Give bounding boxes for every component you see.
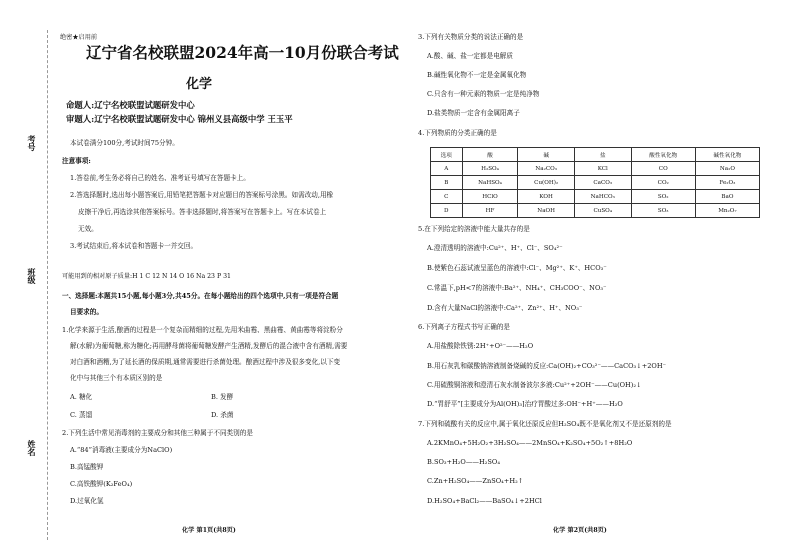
table-row — [431, 176, 760, 190]
exam-title: 辽宁省名校联盟2024年高一10月份联合考试 — [86, 43, 399, 62]
question-5-option-c: C.常温下,pH<7的溶液中:Ba²⁺、NH₄⁺、CH₃COO⁻、NO₃⁻ — [427, 284, 607, 292]
note-line: 3.考试结束后,将本试卷和答题卡一并交回。 — [70, 242, 198, 250]
question-1-option-c: C. 蒸馏 — [70, 411, 93, 419]
table-cell: B — [431, 176, 463, 190]
question-2-option-a: A.“84”消毒液(主要成分为NaClO) — [70, 446, 173, 454]
table-cell: H₂SO₄ — [462, 162, 518, 176]
table-cell: Na₂CO₃ — [518, 162, 574, 176]
table-cell: KOH — [518, 190, 574, 204]
section-one-heading: 一、选择题:本题共15小题,每小题3分,共45分。在每小题给出的四个选项中,只有一项是符合题 — [62, 292, 339, 300]
table-cell: C — [431, 190, 463, 204]
table-cell: NaOH — [518, 204, 574, 218]
table-row — [431, 190, 760, 204]
secret-mark: 绝密★启用前 — [60, 34, 98, 41]
note-line: 1.答卷前,考生务必将自己的姓名、准考证号填写在答题卡上。 — [70, 174, 250, 182]
question-6-option-c: C.用硫酸铜溶液和澄清石灰水制备波尔多液:Cu²⁺+2OH⁻——Cu(OH)₂↓ — [427, 381, 642, 389]
table-cell: CO — [631, 162, 695, 176]
question-2-option-c: C.高铁酸钾(K₂FeO₄) — [70, 480, 133, 488]
table-header-cell: 酸 — [462, 148, 518, 162]
table-cell: BaO — [695, 190, 759, 204]
side-label-exam-number: 考号 — [27, 135, 37, 151]
atomic-masses: 可能用到的相对原子质量:H 1 C 12 N 14 O 16 Na 23 P 31 — [62, 273, 231, 280]
exam-info: 本试卷满分100分,考试时间75分钟。 — [70, 139, 179, 147]
table-cell: HClO — [462, 190, 518, 204]
subject-title: 化学 — [186, 77, 213, 92]
question-2-option-d: D.过氧化氢 — [70, 497, 104, 505]
question-6-option-d: D.“胃舒平”[主要成分为Al(OH)₃]治疗胃酸过多:OH⁻+H⁺——H₂O — [427, 400, 623, 408]
page-footer-right: 化学 第2页(共8页) — [553, 527, 607, 534]
question-3-text: 3.下列有关物质分类的说法正确的是 — [418, 33, 524, 41]
question-3-option-c: C.只含有一种元素的物质一定是纯净物 — [427, 90, 540, 98]
table-cell: NaHCO₃ — [574, 190, 631, 204]
question-1-option-d: D. 杀菌 — [211, 411, 234, 419]
question-5-option-b: B.使紫色石蕊试液呈蓝色的溶液中:Cl⁻、Mg²⁺、K⁺、HCO₃⁻ — [427, 264, 607, 272]
question-5-text: 5.在下列给定的溶液中能大量共存的是 — [418, 225, 530, 233]
question-7-option-b: B.SO₃+H₂O——H₂SO₄ — [427, 458, 500, 466]
question-2-option-b: B.高锰酸钾 — [70, 463, 104, 471]
question-6-text: 6.下列离子方程式书写正确的是 — [418, 323, 511, 331]
table-cell: CuSO₄ — [574, 204, 631, 218]
question-7-option-a: A.2KMnO₄+5H₂O₂+3H₂SO₄——2MnSO₄+K₂SO₄+5O₂↑+8H₂O — [427, 439, 633, 447]
question-1-option-a: A. 糖化 — [70, 393, 93, 401]
table-header-cell: 碱性氧化物 — [695, 148, 759, 162]
table-row — [431, 162, 760, 176]
question-3-option-a: A.酸、碱、盐一定都是电解质 — [427, 52, 513, 60]
question-7-option-d: D.H₂SO₄+BaCl₂——BaSO₄↓+2HCl — [427, 497, 542, 505]
question-1-option-b: B. 发酵 — [211, 393, 234, 401]
note-line: 2.答选择题时,选出每小题答案后,用铅笔把答题卡对应题目的答案标号涂黑。如需改动,用橡 — [70, 191, 334, 199]
note-line: 皮擦干净后,再选涂其他答案标号。答非选择题时,将答案写在答题卡上。写在本试卷上 — [78, 208, 327, 216]
notes-title: 注意事项: — [62, 157, 91, 165]
binding-line — [47, 30, 48, 540]
side-label-name: 姓名 — [27, 440, 37, 456]
question-4-text: 4.下列物质的分类正确的是 — [418, 129, 497, 137]
table-cell: D — [431, 204, 463, 218]
question-1-text: 解(水解)为葡萄糖,称为糖化;再用酵母菌将葡萄糖发酵产生酒精,发酵后的混合液中含有酒精,需要 — [70, 342, 348, 350]
question-1-text: 化中与其他三个有本质区别的是 — [70, 374, 163, 382]
table-header-row — [431, 148, 760, 162]
table-cell: Na₂O — [695, 162, 759, 176]
table-cell: SO₃ — [631, 204, 695, 218]
question-6-option-a: A.用盐酸除铁锈:2H⁺+O²⁻——H₂O — [427, 342, 534, 350]
question-3-option-d: D.盐类物质一定含有金属阳离子 — [427, 109, 520, 117]
table-cell: CaCO₃ — [574, 176, 631, 190]
question-2-text: 2.下列生活中常见消毒剂的主要成分和其他三种属于不同类别的是 — [62, 429, 253, 437]
table-header-cell: 盐 — [574, 148, 631, 162]
table-cell: Fe₂O₃ — [695, 176, 759, 190]
proposer-line: 命题人:辽宁名校联盟试题研发中心 — [66, 100, 195, 110]
question-7-option-c: C.Zn+H₂SO₄——ZnSO₄+H₂↑ — [427, 477, 524, 485]
table-cell: HF — [462, 204, 518, 218]
table-cell: KCl — [574, 162, 631, 176]
page-footer-left: 化学 第1页(共8页) — [182, 527, 236, 534]
question-1-text: 1.化学来源于生活,酿酒的过程是一个复杂而精细的过程,先用米曲霉、黑曲霉、黄曲霉等将淀粉分 — [62, 326, 343, 334]
note-line: 无效。 — [78, 225, 98, 233]
question-6-option-b: B.用石灰乳和碳酸钠溶液制备烧碱的反应:Ca(OH)₂+CO₃²⁻——CaCO₃↓+2OH⁻ — [427, 362, 667, 370]
table-row — [431, 204, 760, 218]
table-header-cell: 酸性氧化物 — [631, 148, 695, 162]
question-3-option-b: B.碱性氧化物不一定是金属氧化物 — [427, 71, 527, 79]
side-label-class: 班级 — [27, 268, 37, 284]
table-header-cell: 选项 — [431, 148, 463, 162]
table-cell: NaHSO₄ — [462, 176, 518, 190]
table-header-cell: 碱 — [518, 148, 574, 162]
question-7-text: 7.下列和硫酸有关的反应中,属于氧化还原反应但H₂SO₄既不是氧化剂又不是还原剂的是 — [418, 420, 672, 428]
table-cell: Mn₂O₇ — [695, 204, 759, 218]
table-cell: CO₂ — [631, 176, 695, 190]
table-cell: SO₂ — [631, 190, 695, 204]
section-one-heading: 目要求的。 — [70, 308, 103, 316]
classification-table — [430, 147, 760, 218]
question-1-text: 对白酒和酒糟,为了延长酒的保质期,通常需要进行杀菌处理。酿酒过程中涉及很多变化,以下变 — [70, 358, 341, 366]
table-cell: Cu(OH)₂ — [518, 176, 574, 190]
reviewer-line: 审题人:辽宁名校联盟试题研发中心 锦州义县高级中学 王玉平 — [66, 114, 293, 124]
question-5-option-d: D.含有大量NaCl的溶液中:Ca²⁺、Zn²⁺、H⁺、NO₃⁻ — [427, 304, 583, 312]
question-5-option-a: A.澄清透明的溶液中:Cu²⁺、H⁺、Cl⁻、SO₄²⁻ — [427, 244, 563, 252]
table-cell: A — [431, 162, 463, 176]
